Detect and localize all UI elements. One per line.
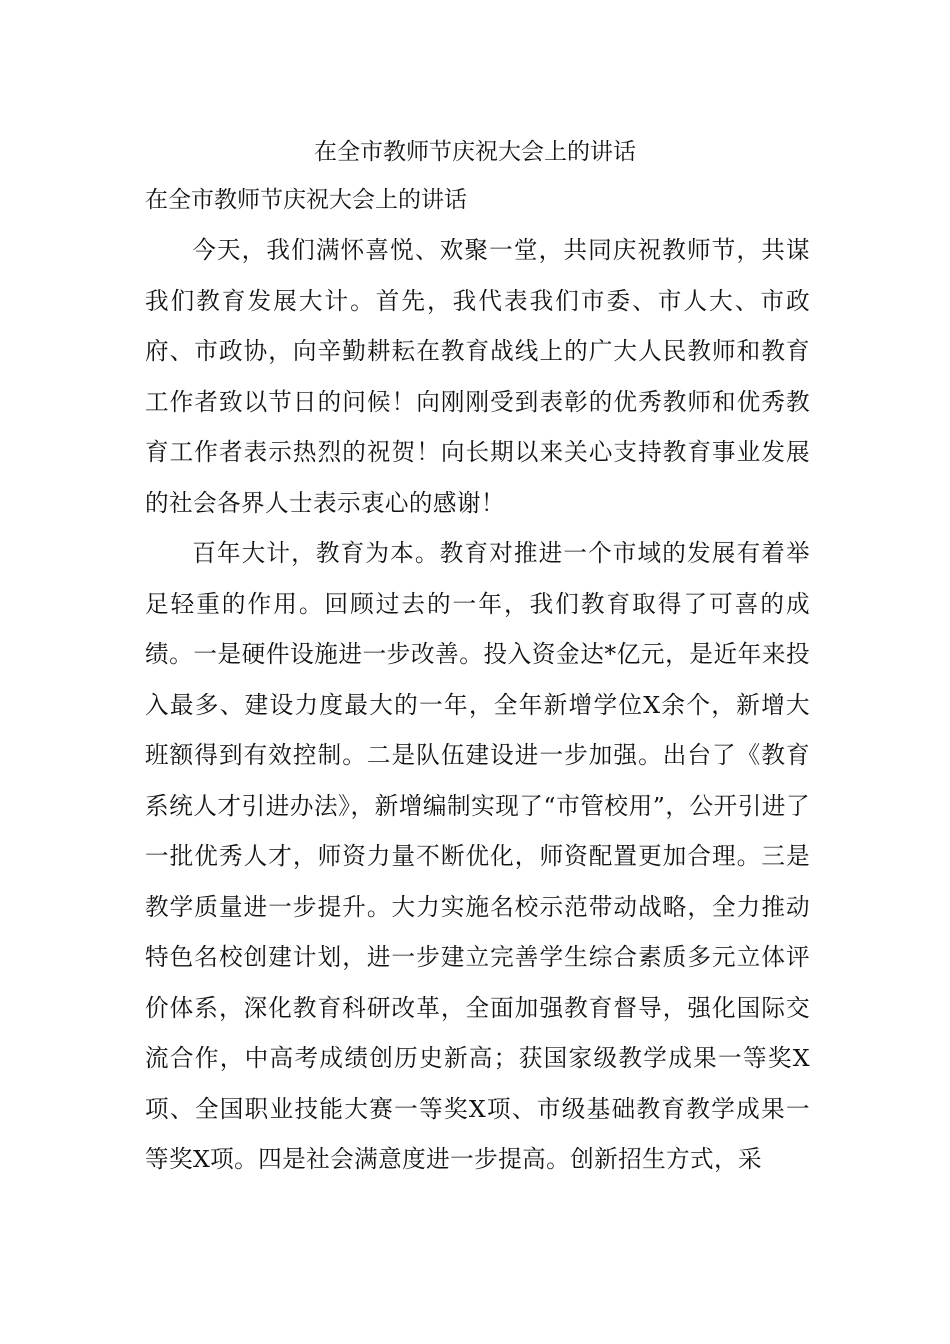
paragraph-2: 百年大计，教育为本。教育对推进一个市域的发展有着举足轻重的作用。回顾过去的一年，我们教育取得了可喜的成绩。一是硬件设施进一步改善。投入资金达*亿元，是近年来投入最多、建设力度最大的一年，全年新增学位X余个，新增大班额得到有效控制。二是队伍建设进一步加强。出台了《教育系统人才引进办法》，新增编制实现了“市管校用”，公开引进了一批优秀人才，师资力量不断优化，师资配置更加合理。三是教学质量进一步提升。大力实施名校示范带动战略，全力推动特色名校创建计划，进一步建立完善学生综合素质多元立体评价体系，深化教育科研改革，全面加强教育督导，强化国际交流合作，中高考成绩创历史新高；获国家级教学成果一等奖X项、全国职业技能大赛一等奖X项、市级基础教育教学成果一等奖X项。四是社会满意度进一步提高。创新招生方式，采 <box>145 539 810 1173</box>
document-title: 在全市教师节庆祝大会上的讲话 <box>314 139 636 165</box>
document-body <box>145 225 810 1185</box>
document-subtitle: 在全市教师节庆祝大会上的讲话 <box>145 187 467 213</box>
paragraph-1: 今天，我们满怀喜悦、欢聚一堂，共同庆祝教师节，共谋我们教育发展大计。首先，我代表我们市委、市人大、市政府、市政协，向辛勤耕耘在教育战线上的广大人民教师和教育工作者致以节日的问候！向刚刚受到表彰的优秀教师和优秀教育工作者表示热烈的祝贺！向长期以来关心支持教育事业发展的社会各界人士表示衷心的感谢！ <box>145 236 810 517</box>
